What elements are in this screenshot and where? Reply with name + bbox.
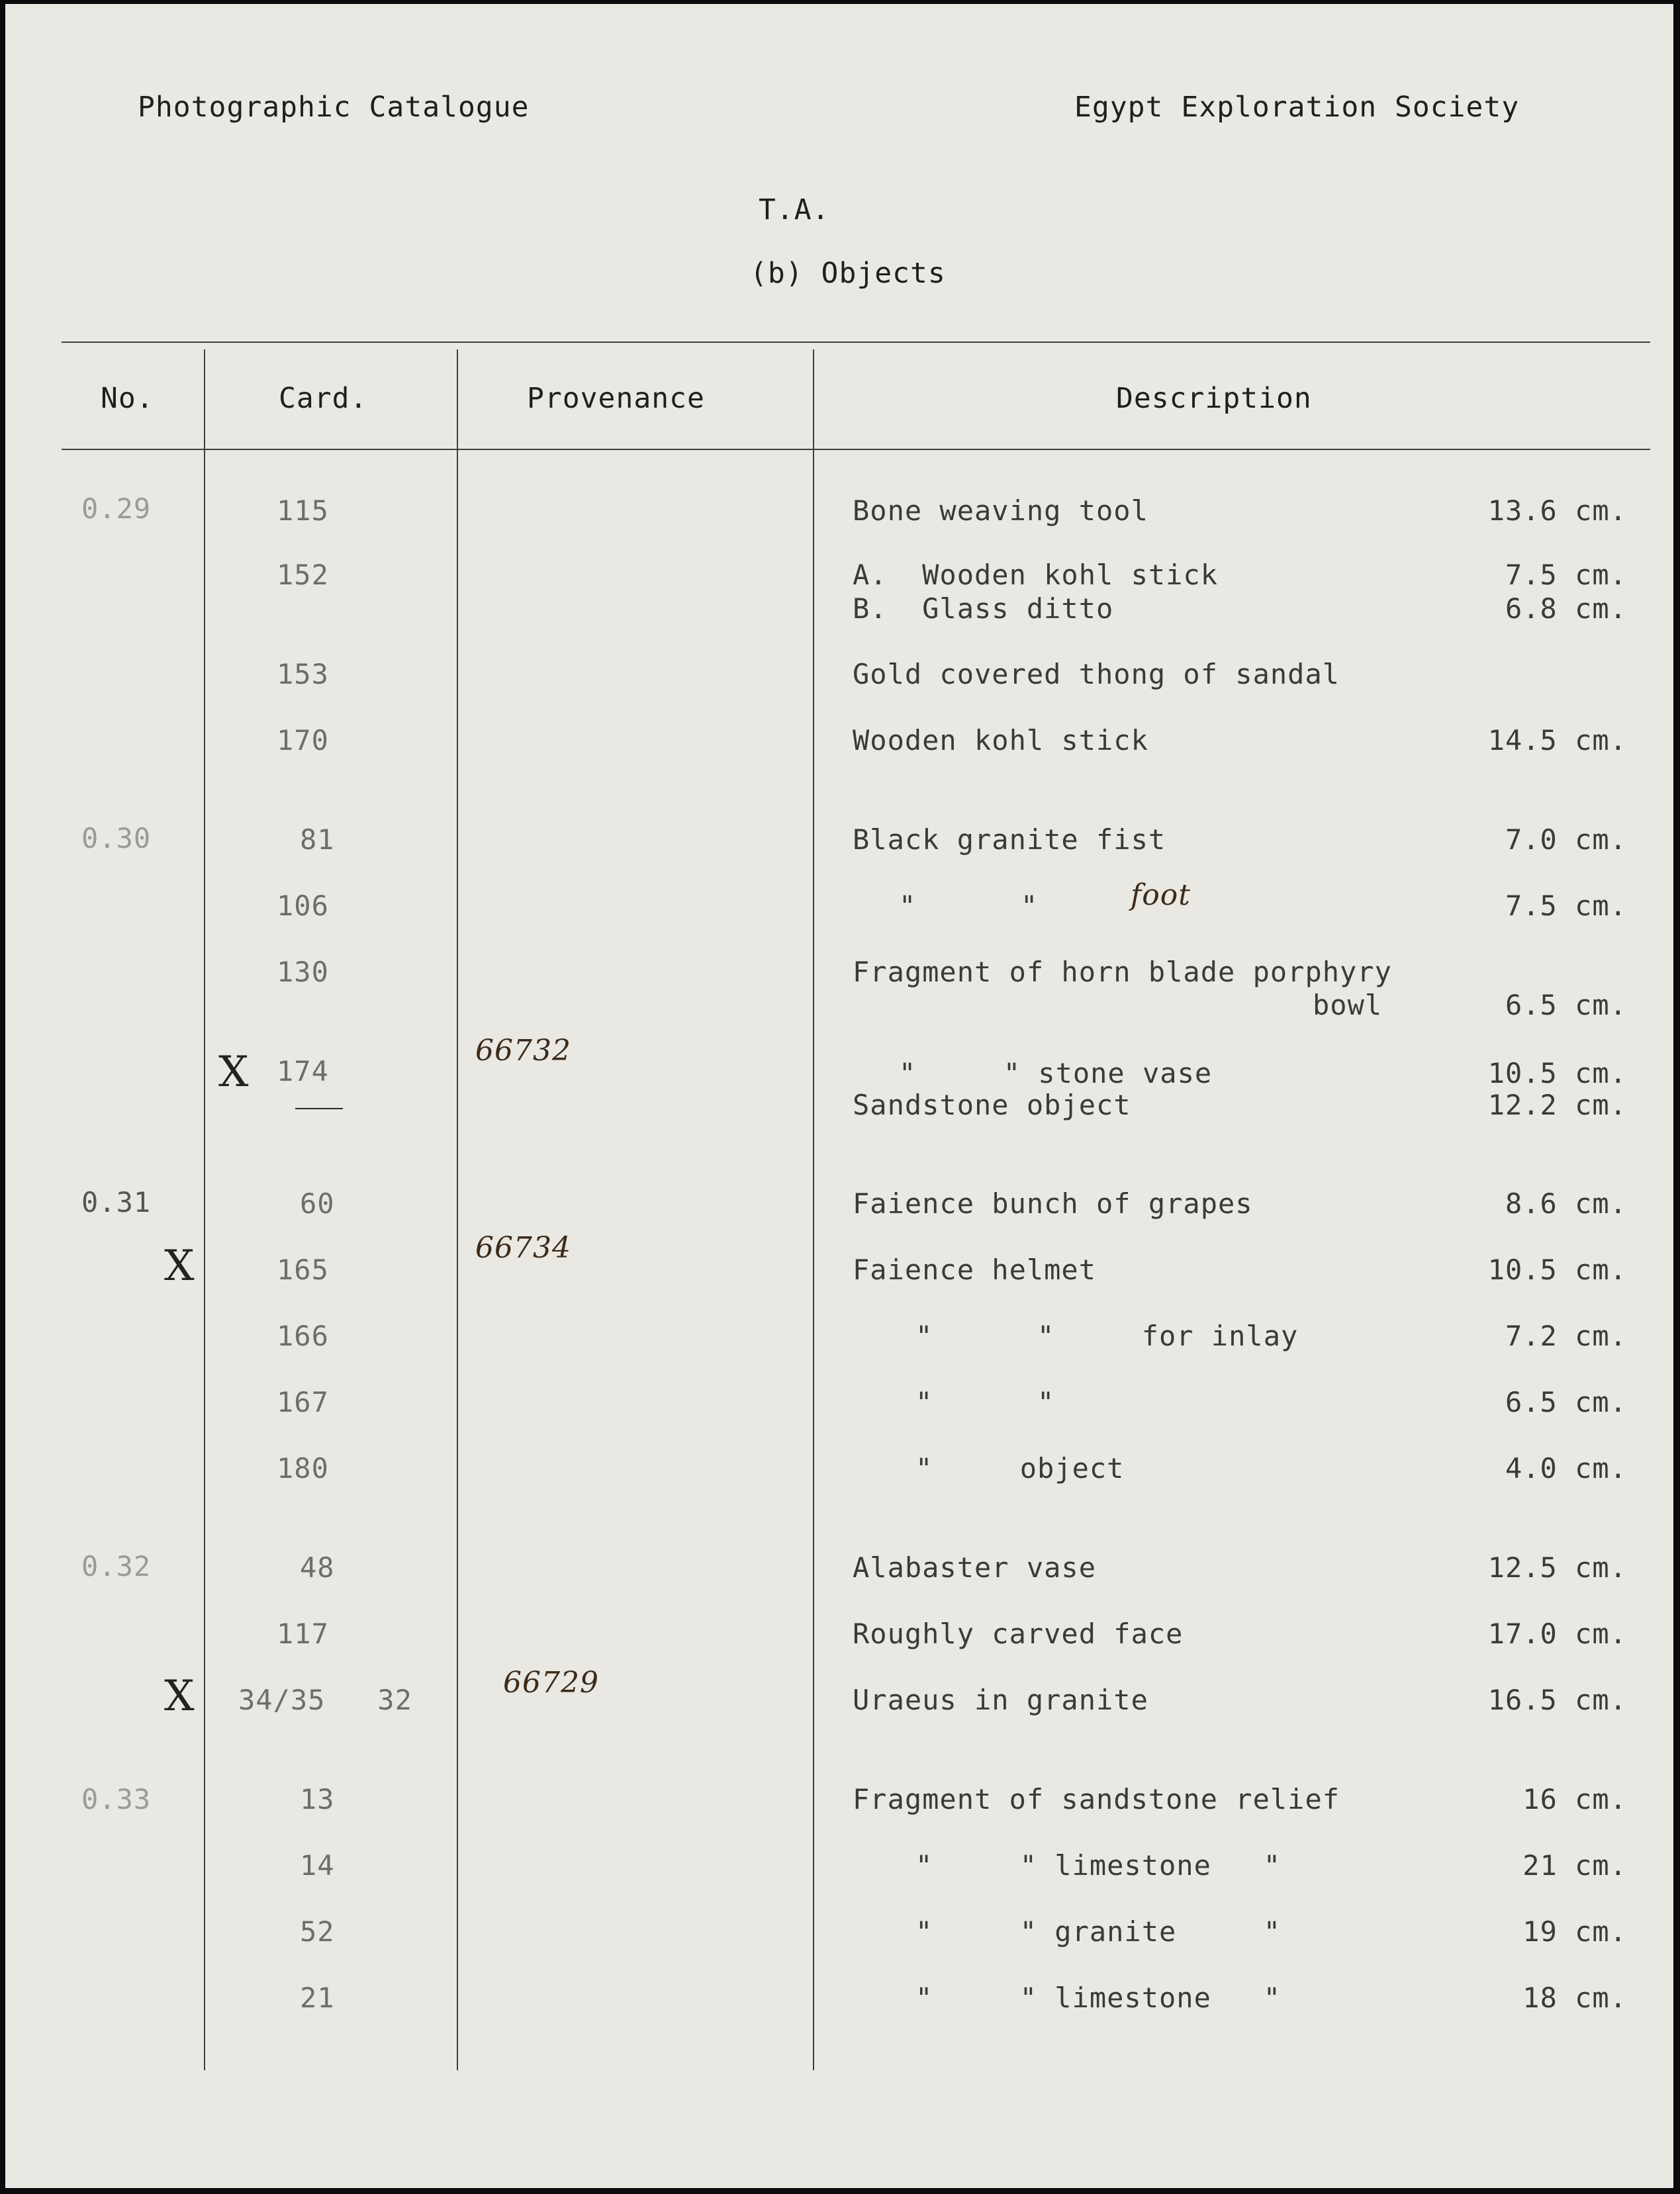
row-size: 8.6 cm. [1505, 1187, 1627, 1220]
header-bottom-rule [62, 449, 1650, 450]
row-description: " " limestone " [915, 1982, 1282, 2014]
row-card: 34/35 32 [238, 1684, 412, 1716]
row-description: Uraeus in granite [853, 1684, 1148, 1716]
row-card: 174 [277, 1055, 329, 1087]
row-description: " " granite " [915, 1915, 1282, 1948]
row-description: Faience bunch of grapes [853, 1187, 1253, 1220]
row-size: 17.0 cm. [1487, 1618, 1627, 1650]
row-size: 10.5 cm. [1487, 1057, 1627, 1089]
row-description: Fragment of sandstone relief [853, 1783, 1340, 1815]
row-description: Fragment of horn blade porphyry [853, 956, 1392, 988]
row-size: 14.5 cm. [1487, 724, 1627, 756]
row-card: 115 [277, 494, 329, 527]
row-card: 14 [300, 1849, 335, 1882]
row-size: 13.6 cm. [1487, 494, 1627, 527]
row-description: Black granite fist [853, 823, 1166, 856]
row-description: Faience helmet [853, 1254, 1097, 1286]
header-right-title: Egypt Exploration Society [1074, 91, 1520, 124]
check-mark: X [164, 1672, 195, 1721]
row-size: 10.5 cm. [1487, 1254, 1627, 1286]
row-size: 7.2 cm. [1505, 1320, 1627, 1352]
row-size: 19 cm. [1522, 1915, 1627, 1948]
row-size: 18 cm. [1522, 1982, 1627, 2014]
row-card: 170 [277, 724, 329, 756]
row-size: 16 cm. [1522, 1783, 1627, 1815]
row-size: 7.5 cm. [1505, 890, 1627, 922]
column-divider-provenance [813, 349, 814, 2070]
col-header-card: Card. [279, 382, 368, 415]
card-underline [295, 1108, 343, 1109]
row-description: A. Wooden kohl stick [853, 559, 1219, 591]
row-size-line2: 6.8 cm. [1505, 592, 1627, 625]
row-provenance: 66734 [475, 1231, 571, 1265]
row-size: 4.0 cm. [1505, 1452, 1627, 1485]
col-header-provenance: Provenance [527, 382, 705, 415]
handwritten-note: foot [1131, 878, 1191, 912]
row-description: Wooden kohl stick [853, 724, 1148, 756]
col-header-no: No. [101, 382, 154, 415]
row-size-line2: 12.2 cm. [1487, 1089, 1627, 1121]
row-card: 21 [300, 1982, 335, 2014]
row-card: 130 [277, 956, 329, 988]
column-divider-no [204, 349, 205, 2070]
row-description: " " for inlay [915, 1320, 1299, 1352]
row-description: Roughly carved face [853, 1618, 1184, 1650]
row-no: 0.30 [81, 822, 152, 854]
row-description: Bone weaving tool [853, 494, 1148, 527]
row-description: " object [915, 1452, 1125, 1485]
row-card: 117 [277, 1618, 329, 1650]
row-card: 48 [300, 1551, 335, 1584]
col-header-description: Description [1116, 382, 1312, 415]
check-mark: X [164, 1242, 195, 1291]
section-title: (b) Objects [750, 257, 946, 290]
row-card: 180 [277, 1452, 329, 1485]
row-provenance: 66732 [475, 1034, 571, 1068]
table-top-rule [62, 342, 1650, 343]
row-size: 12.5 cm. [1487, 1551, 1627, 1584]
row-description-line2: bowl [1313, 989, 1383, 1021]
row-no: 0.31 [81, 1186, 152, 1218]
row-description: " " [915, 1386, 1055, 1418]
row-description: " " [899, 890, 1039, 922]
row-card: 13 [300, 1783, 335, 1815]
row-card: 52 [300, 1915, 335, 1948]
row-card: 165 [277, 1254, 329, 1286]
row-description: " " limestone " [915, 1849, 1282, 1882]
check-mark: X [218, 1048, 250, 1097]
row-description-line2: Sandstone object [853, 1089, 1131, 1121]
row-card: 81 [300, 823, 335, 856]
row-card: 106 [277, 890, 329, 922]
row-no: 0.29 [81, 492, 152, 525]
catalogue-sheet [5, 4, 1673, 2188]
row-card: 152 [277, 559, 329, 591]
column-divider-card [457, 349, 458, 2070]
row-size: 7.5 cm. [1505, 559, 1627, 591]
row-description: Alabaster vase [853, 1551, 1097, 1584]
row-card: 60 [300, 1187, 335, 1220]
row-card: 153 [277, 658, 329, 690]
row-size: 16.5 cm. [1487, 1684, 1627, 1716]
row-no: 0.32 [81, 1550, 152, 1582]
row-size: 21 cm. [1522, 1849, 1627, 1882]
row-size: 7.0 cm. [1505, 823, 1627, 856]
row-provenance: 66729 [503, 1666, 599, 1700]
row-no: 0.33 [81, 1783, 152, 1815]
row-size: 6.5 cm. [1505, 1386, 1627, 1418]
row-description-line2: B. Glass ditto [853, 592, 1114, 625]
row-description: Gold covered thong of sandal [853, 658, 1340, 690]
row-size-line2: 6.5 cm. [1505, 989, 1627, 1021]
row-card: 167 [277, 1386, 329, 1418]
site-code: T.A. [759, 193, 830, 226]
header-left-title: Photographic Catalogue [138, 91, 530, 124]
row-card: 166 [277, 1320, 329, 1352]
row-description: " " stone vase [899, 1057, 1213, 1089]
